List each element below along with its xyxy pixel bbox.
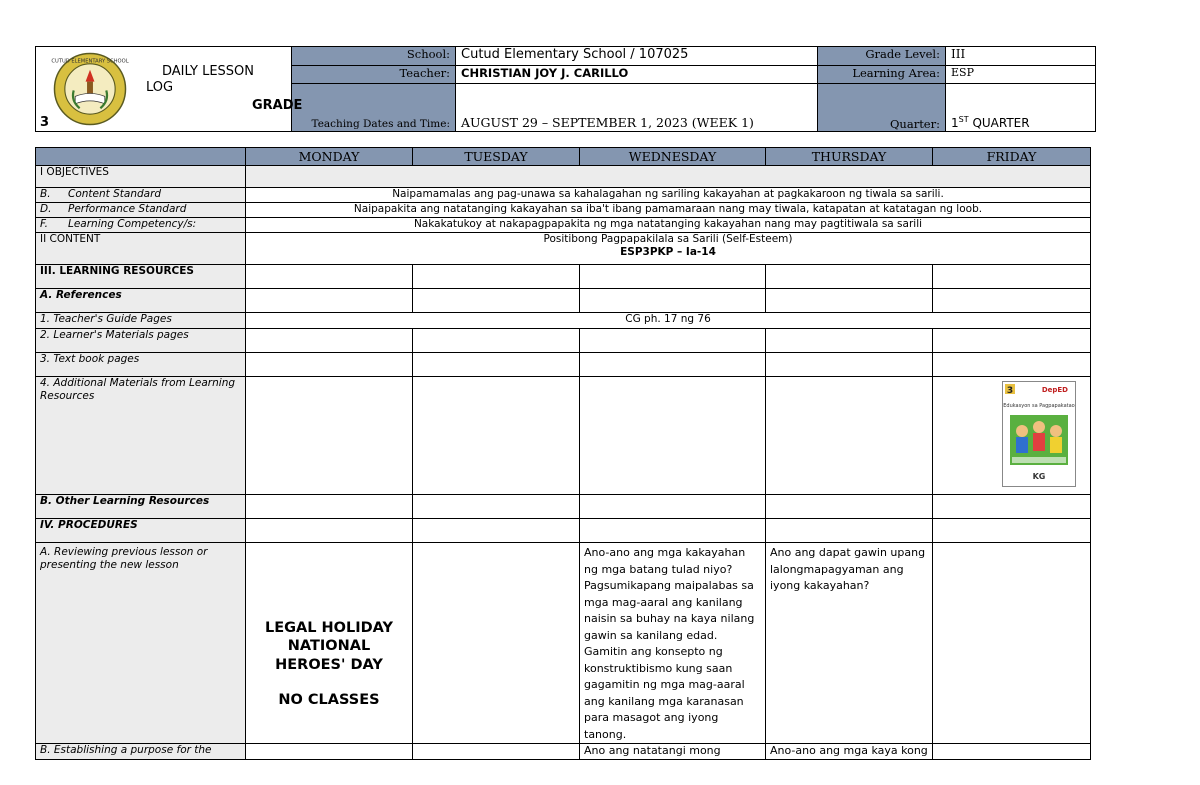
- grade-label: GRADE: [252, 98, 303, 113]
- holiday-line2: NATIONAL: [287, 638, 371, 655]
- document-title: [146, 64, 254, 97]
- cell[interactable]: [933, 744, 1091, 760]
- objectives-cell: [246, 166, 1091, 188]
- table-row: [36, 313, 1091, 329]
- references-label: A. References: [36, 289, 246, 313]
- day-tuesday: TUESDAY: [413, 148, 580, 166]
- header-table: [35, 46, 1096, 132]
- teachers-guide-label: 1. Teacher's Guide Pages: [36, 313, 246, 329]
- holiday-line4: NO CLASSES: [278, 691, 380, 708]
- cell[interactable]: [413, 744, 580, 760]
- learning-area-label: Learning Area:: [818, 66, 946, 84]
- cell[interactable]: [933, 353, 1091, 377]
- cell[interactable]: [413, 543, 580, 744]
- cell[interactable]: [580, 377, 766, 495]
- table-row: [36, 377, 1091, 495]
- table-row: [36, 188, 1091, 203]
- cell[interactable]: [580, 519, 766, 543]
- cell[interactable]: [580, 353, 766, 377]
- cell[interactable]: [766, 289, 933, 313]
- content-standard-text: Content Standard: [68, 188, 162, 200]
- teacher-value[interactable]: CHRISTIAN JOY J. CARILLO: [456, 66, 818, 84]
- cell[interactable]: [246, 519, 413, 543]
- table-row: [36, 495, 1091, 519]
- teacher-label: Teacher:: [292, 66, 456, 84]
- cell[interactable]: [933, 265, 1091, 289]
- cell[interactable]: [766, 329, 933, 353]
- performance-standard-num: D.: [40, 203, 52, 215]
- book-title: Edukasyon sa Pagpapakatao: [1003, 403, 1075, 409]
- cell[interactable]: [246, 744, 413, 760]
- cell[interactable]: [246, 265, 413, 289]
- school-label: School:: [292, 47, 456, 66]
- table-row: [36, 543, 1091, 744]
- teachers-guide-value[interactable]: CG ph. 17 ng 76: [246, 313, 1091, 329]
- performance-standard-label: [36, 203, 246, 218]
- corner-cell: [36, 148, 246, 166]
- competency-label: [36, 218, 246, 233]
- establishing-label: B. Establishing a purpose for the: [36, 744, 246, 760]
- day-header-row: [36, 148, 1091, 166]
- table-row: [36, 265, 1091, 289]
- thursday-purpose-cell[interactable]: Ano-ano ang mga kaya kong: [766, 744, 933, 760]
- content-standard-value[interactable]: Naipamamalas ang pag-unawa sa kahalagahan ng sariling kakayahan at pagkakaroon ng tiwala sa sarili.: [246, 188, 1091, 203]
- cell[interactable]: [933, 289, 1091, 313]
- cell[interactable]: [933, 543, 1091, 744]
- objectives-label: I OBJECTIVES: [36, 166, 246, 188]
- grade-level-value[interactable]: III: [946, 47, 1096, 66]
- competency-num: F.: [40, 218, 49, 230]
- table-row: [36, 329, 1091, 353]
- competency-value[interactable]: Nakakatukoy at nakapagpapakita ng mga natatanging kakayahan nang may pagtitiwala sa sarili: [246, 218, 1091, 233]
- learning-area-value[interactable]: ESP: [946, 66, 1096, 84]
- lesson-log-table: [35, 147, 1091, 760]
- table-row: [36, 353, 1091, 377]
- cell[interactable]: [766, 353, 933, 377]
- learners-materials-label: 2. Learner's Materials pages: [36, 329, 246, 353]
- holiday-cell: [246, 543, 413, 744]
- cell[interactable]: [933, 495, 1091, 519]
- day-friday: FRIDAY: [933, 148, 1091, 166]
- cell[interactable]: [413, 519, 580, 543]
- school-value[interactable]: Cutud Elementary School / 107025: [456, 47, 818, 66]
- book-cover-cell[interactable]: [933, 377, 1091, 495]
- cell[interactable]: [580, 329, 766, 353]
- title-line2: LOG: [146, 80, 174, 96]
- cell[interactable]: [580, 495, 766, 519]
- seal-text: CUTUD ELEMENTARY SCHOOL: [51, 58, 129, 65]
- cell[interactable]: [413, 495, 580, 519]
- day-wednesday: WEDNESDAY: [580, 148, 766, 166]
- title-line1: DAILY LESSON: [162, 64, 255, 79]
- quarter-word: QUARTER: [972, 116, 1030, 130]
- cell[interactable]: [413, 265, 580, 289]
- cell[interactable]: [766, 265, 933, 289]
- cell[interactable]: [580, 289, 766, 313]
- content-standard-num: B.: [40, 188, 51, 200]
- day-monday: MONDAY: [246, 148, 413, 166]
- holiday-line3: HEROES' DAY: [275, 656, 383, 673]
- table-row: [36, 289, 1091, 313]
- logo-cell: [36, 47, 303, 132]
- cell[interactable]: [246, 289, 413, 313]
- content-value[interactable]: [246, 233, 1091, 265]
- content-standard-label: [36, 188, 246, 203]
- holiday-line1: LEGAL HOLIDAY: [264, 620, 394, 637]
- cell[interactable]: [766, 519, 933, 543]
- wednesday-review-cell[interactable]: Ano-ano ang mga kakayahan ng mga batang tulad niyo? Pagsumikapang maipalabas sa mga mag-aaral ang kanilang naisin sa buhay na kaya nilang gawin sa kanilang edad. Gamitin ang konsepto ng konstruktibismo kung saan gagamitin ng mga mag-aaral ang kanilang mga karanasan para masagot ang iyong tanong.: [580, 543, 766, 744]
- book-footer: KG: [1032, 472, 1046, 481]
- cell[interactable]: [933, 329, 1091, 353]
- cell[interactable]: [580, 265, 766, 289]
- table-row: [36, 233, 1091, 265]
- grade-number: 3: [40, 115, 50, 130]
- book-grade: 3: [1006, 386, 1014, 396]
- quarter-sup: ST: [958, 115, 969, 124]
- cell[interactable]: [246, 329, 413, 353]
- learning-resources-label: III. LEARNING RESOURCES: [36, 265, 246, 289]
- table-row: [36, 166, 1091, 188]
- quarter-label: Quarter:: [818, 84, 946, 132]
- cell[interactable]: [413, 353, 580, 377]
- table-row: [36, 744, 1091, 760]
- reviewing-label: A. Reviewing previous lesson or presenting the new lesson: [36, 543, 246, 744]
- quarter-num: 1: [951, 116, 959, 130]
- content-code: ESP3PKP – Ia-14: [620, 246, 716, 259]
- cell[interactable]: [766, 495, 933, 519]
- quarter-value[interactable]: [946, 84, 1096, 132]
- additional-materials-label: 4. Additional Materials from Learning Resources: [36, 377, 246, 495]
- day-thursday: THURSDAY: [766, 148, 933, 166]
- cell[interactable]: [766, 377, 933, 495]
- competency-text: Learning Competency/s:: [68, 218, 197, 230]
- cell[interactable]: [246, 353, 413, 377]
- wednesday-purpose-cell[interactable]: Ano ang natatangi mong: [580, 744, 766, 760]
- cell[interactable]: [246, 495, 413, 519]
- table-row: [36, 203, 1091, 218]
- book-brand: DepED: [1041, 386, 1068, 394]
- dates-value[interactable]: AUGUST 29 – SEPTEMBER 1, 2023 (WEEK 1): [456, 84, 818, 132]
- content-label: II CONTENT: [36, 233, 246, 265]
- grade-level-label: Grade Level:: [818, 47, 946, 66]
- book-cover-icon: [1002, 381, 1076, 487]
- cell[interactable]: [246, 377, 413, 495]
- cell[interactable]: [413, 377, 580, 495]
- school-seal-icon: [53, 52, 127, 126]
- procedures-label: IV. PROCEDURES: [36, 519, 246, 543]
- performance-standard-value[interactable]: Naipapakita ang natatanging kakayahan sa iba't ibang pamamaraan nang may tiwala, katapatan at katatagan ng loob.: [246, 203, 1091, 218]
- content-topic: Positibong Pagpapakilala sa Sarili (Self-Esteem): [543, 233, 793, 245]
- cell[interactable]: [413, 329, 580, 353]
- performance-standard-text: Performance Standard: [68, 203, 187, 215]
- cell[interactable]: [933, 519, 1091, 543]
- other-resources-label: B. Other Learning Resources: [36, 495, 246, 519]
- dates-label: Teaching Dates and Time:: [292, 84, 456, 132]
- thursday-review-cell[interactable]: Ano ang dapat gawin upang lalongmapagyaman ang iyong kakayahan?: [766, 543, 933, 744]
- textbook-label: 3. Text book pages: [36, 353, 246, 377]
- cell[interactable]: [413, 289, 580, 313]
- table-row: [36, 519, 1091, 543]
- table-row: [36, 218, 1091, 233]
